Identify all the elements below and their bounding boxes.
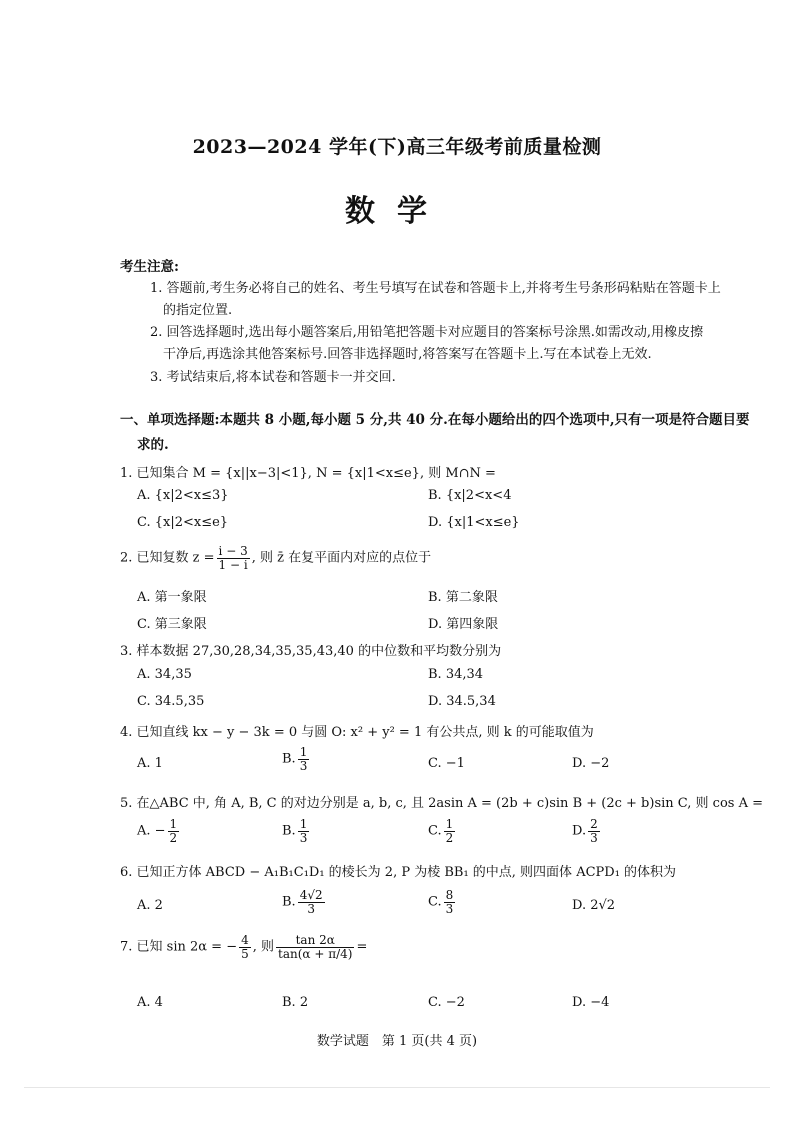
q6-c-den: 3: [445, 901, 454, 916]
q6-c-label: C.: [428, 894, 442, 910]
question-3-stem: 3. 样本数据 27,30,28,34,35,35,43,40 的中位数和平均数分别为: [120, 644, 502, 659]
q7-sin-fraction: [239, 934, 251, 960]
question-7-stem: [120, 934, 367, 960]
q7-stem-post: =: [356, 939, 368, 955]
q4-option-a: A. 1: [137, 756, 163, 771]
q5-option-d: [572, 818, 602, 844]
q6-c-num: 8: [445, 888, 454, 902]
q5-option-c: [428, 818, 457, 844]
q5-c-den: 2: [445, 830, 454, 845]
q1-option-a: A. {x|2<x≤3}: [137, 488, 229, 503]
q3-option-a: A. 34,35: [137, 667, 192, 682]
q1-option-d: D. {x|1<x≤e}: [428, 515, 520, 530]
notice-item-3: 3. 考试结束后,将本试卷和答题卡一并交回.: [150, 370, 396, 385]
q4-b-fraction: [298, 746, 310, 772]
q5-d-fraction: [588, 818, 600, 844]
q5-option-a: [137, 818, 181, 844]
q5-c-fraction: [444, 818, 456, 844]
q2-option-b: B. 第二象限: [428, 590, 498, 605]
bottom-divider: [24, 1087, 770, 1088]
q2-stem-post: , 则 z̄ 在复平面内对应的点位于: [251, 550, 432, 566]
q6-b-fraction: [298, 889, 325, 915]
q7-stem-pre: 7. 已知 sin 2α = −: [120, 939, 238, 955]
q5-a-fraction: [168, 818, 180, 844]
q6-b-num: 4√2: [299, 888, 323, 902]
notice-item-2-cont: 干净后,再选涂其他答案标号.回答非选择题时,将答案写在答题卡上.写在本试卷上无效.: [163, 347, 652, 362]
q7-option-d: D. −4: [572, 995, 610, 1010]
q5-b-label: B.: [282, 823, 296, 839]
q1-option-b: B. {x|2<x<4: [428, 488, 512, 503]
q3-option-d: D. 34.5,34: [428, 694, 496, 709]
q6-c-fraction: [444, 889, 456, 915]
question-1-stem: 1. 已知集合 M = {x||x−3|<1}, N = {x|1<x≤e}, 则 M∩N =: [120, 466, 496, 481]
notice-item-2: 2. 回答选择题时,选出每小题答案后,用铅笔把答题卡对应题目的答案标号涂黑.如需改动,用橡皮擦: [150, 325, 704, 340]
q2-stem-pre: 2. 已知复数 z =: [120, 550, 215, 566]
q6-option-d: D. 2√2: [572, 898, 616, 913]
notice-heading: 考生注意:: [120, 259, 179, 275]
q4-b-den: 3: [299, 758, 308, 773]
q5-option-b: [282, 818, 311, 844]
q5-b-num: 1: [299, 817, 308, 831]
q7-sin-num: 4: [241, 933, 249, 947]
subject-title: 数学: [345, 194, 449, 229]
question-2-stem: [120, 545, 431, 571]
q6-option-a: A. 2: [137, 898, 163, 913]
notice-item-1-cont: 的指定位置.: [163, 303, 233, 318]
section-heading: 一、单项选择题:本题共 8 小题,每小题 5 分,共 40 分.在每小题给出的四个选项中,只有一项是符合题目要: [120, 412, 750, 428]
q4-option-d: D. −2: [572, 756, 610, 771]
q5-b-fraction: [298, 818, 310, 844]
q7-tan-den: tan(α + π/4): [278, 946, 353, 961]
question-4-stem: 4. 已知直线 kx − y − 3k = 0 与圆 O: x² + y² = 1 有公共点, 则 k 的可能取值为: [120, 725, 594, 740]
q5-a-num: 1: [169, 817, 178, 831]
q2-option-c: C. 第三象限: [137, 617, 207, 632]
q1-option-c: C. {x|2<x≤e}: [137, 515, 229, 530]
q5-a-label: A. −: [137, 823, 166, 839]
q4-option-c: C. −1: [428, 756, 465, 771]
q5-c-label: C.: [428, 823, 442, 839]
q7-tan-fraction: [276, 934, 354, 960]
exam-title: 2023—2024 学年(下)高三年级考前质量检测: [192, 136, 602, 158]
q5-a-den: 2: [169, 830, 178, 845]
q5-d-den: 3: [590, 830, 598, 845]
q5-d-num: 2: [590, 817, 598, 831]
q7-option-b: B. 2: [282, 995, 309, 1010]
q5-c-num: 1: [445, 817, 454, 831]
q3-option-c: C. 34.5,35: [137, 694, 205, 709]
q7-tan-num: tan 2α: [276, 934, 354, 948]
question-5-stem: 5. 在△ABC 中, 角 A, B, C 的对边分别是 a, b, c, 且 2asin A = (2b + c)sin B + (2c + b)sin C, 则 cos A =: [120, 796, 763, 811]
q2-fraction: [217, 545, 250, 571]
q4-option-b: [282, 746, 311, 772]
q6-b-den: 3: [307, 901, 315, 916]
notice-item-1: 1. 答题前,考生务必将自己的姓名、考生号填写在试卷和答题卡上,并将考生号条形码粘贴在答题卡上: [150, 281, 721, 296]
q6-option-c: [428, 889, 457, 915]
q7-sin-den: 5: [241, 946, 249, 961]
question-6-stem: 6. 已知正方体 ABCD − A₁B₁C₁D₁ 的棱长为 2, P 为棱 BB₁ 的中点, 则四面体 ACPD₁ 的体积为: [120, 865, 677, 880]
q2-frac-den: 1 − i: [218, 557, 248, 572]
q2-frac-num: i − 3: [218, 544, 248, 558]
q7-option-c: C. −2: [428, 995, 465, 1010]
q5-b-den: 3: [299, 830, 308, 845]
q2-option-a: A. 第一象限: [137, 590, 207, 605]
q4-b-num: 1: [299, 745, 308, 759]
section-heading-cont: 求的.: [137, 437, 169, 453]
q7-option-a: A. 4: [137, 995, 163, 1010]
q4-b-label: B.: [282, 751, 296, 767]
q3-option-b: B. 34,34: [428, 667, 484, 682]
page-footer: 数学试题 第 1 页(共 4 页): [316, 1034, 478, 1049]
q6-b-label: B.: [282, 894, 296, 910]
q6-option-b: [282, 889, 327, 915]
q5-d-label: D.: [572, 823, 587, 839]
q7-stem-mid: , 则: [252, 939, 275, 955]
q2-option-d: D. 第四象限: [428, 617, 499, 632]
